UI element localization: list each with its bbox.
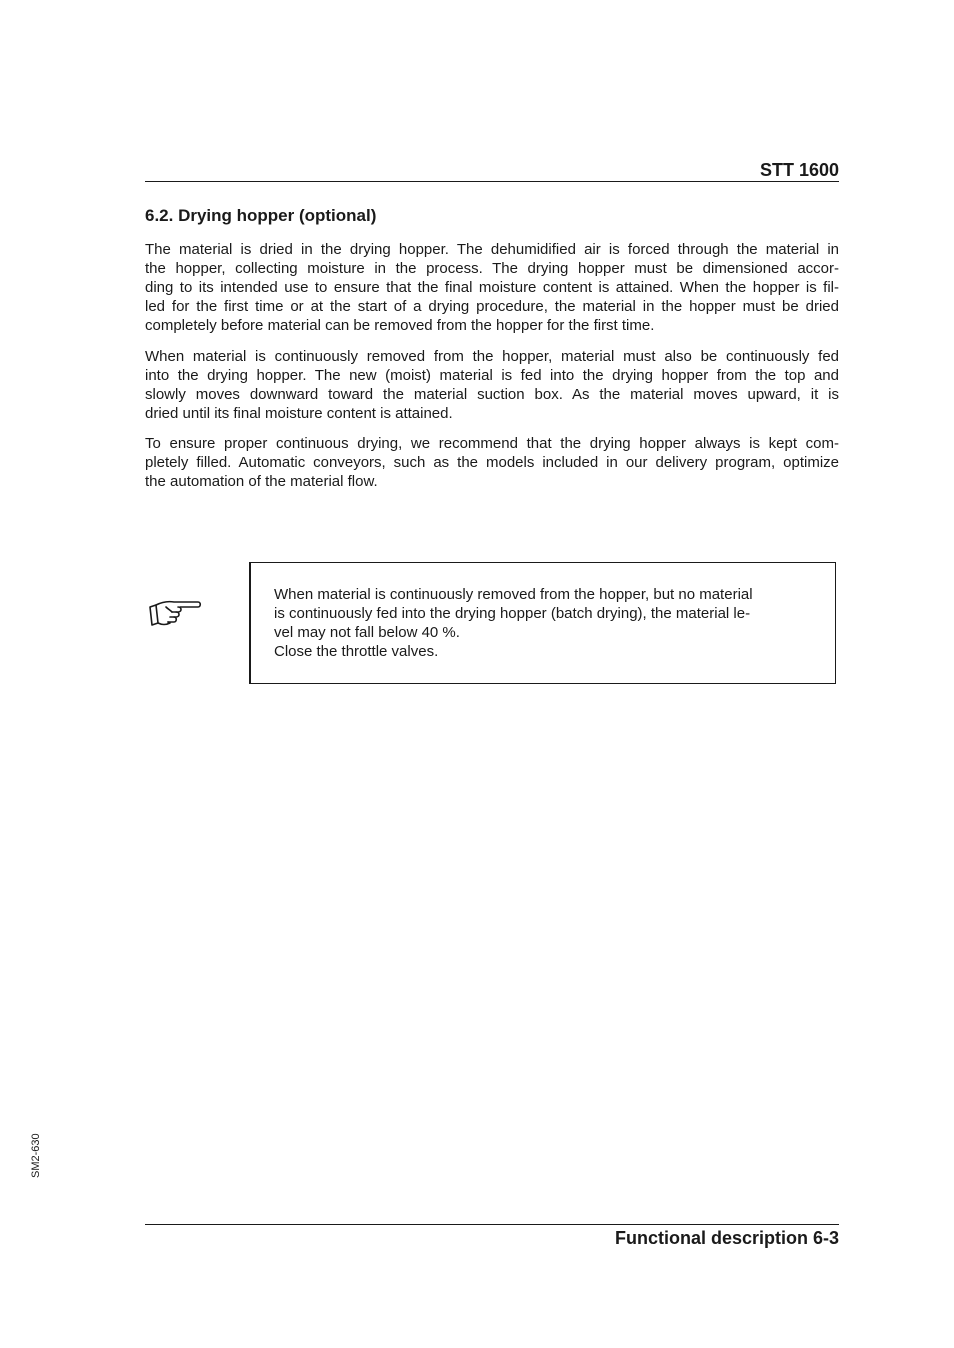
footer-rule xyxy=(145,1224,839,1225)
note-line: When material is continuously removed from the hopper, but no material xyxy=(274,586,753,603)
note-line: Close the throttle valves. xyxy=(274,643,439,660)
paragraph-continuous-feed xyxy=(145,347,839,423)
note-line: is continuously fed into the drying hopper (batch drying), the material le- xyxy=(274,605,751,622)
page-footer: Functional description 6-3 xyxy=(614,1228,839,1248)
paragraph-line: completely before material can be removed from the hopper for the first time. xyxy=(145,317,655,334)
paragraph-line: pletely filled. Automatic conveyors, such as the models included in our delivery program, optimize xyxy=(145,454,839,471)
paragraph-line: the automation of the material flow. xyxy=(145,473,378,490)
paragraph-drying-process xyxy=(145,240,839,335)
paragraph-line: dried until its final moisture content is attained. xyxy=(145,405,453,422)
note-box xyxy=(249,562,836,684)
pointing-hand-icon xyxy=(148,595,204,631)
paragraph-line: To ensure proper continuous drying, we recommend that the drying hopper always is kept com- xyxy=(145,435,839,452)
note-text xyxy=(274,585,794,661)
paragraph-line: When material is continuously removed from the hopper, material must also be continuously fed xyxy=(145,348,839,365)
paragraph-recommendation xyxy=(145,434,839,491)
paragraph-line: slowly moves downward toward the material suction box. As the material moves upward, it is xyxy=(145,386,839,403)
document-title: STT 1600 xyxy=(759,160,839,180)
section-heading: 6.2. Drying hopper (optional) xyxy=(145,206,377,225)
paragraph-line: The material is dried in the drying hopper. The dehumidified air is forced through the material in xyxy=(145,241,839,258)
paragraph-line: the hopper, collecting moisture in the process. The drying hopper must be dimensioned accor- xyxy=(145,260,839,277)
paragraph-line: into the drying hopper. The new (moist) material is fed into the drying hopper from the top and xyxy=(145,367,839,384)
document-code: SM2-630 xyxy=(30,1133,42,1178)
header-rule xyxy=(145,181,839,182)
paragraph-line: ding to its intended use to ensure that the final moisture content is attained. When the hopper is fil- xyxy=(145,279,839,296)
paragraph-line: led for the first time or at the start of a drying procedure, the material in the hopper must be dried xyxy=(145,298,839,315)
note-line: vel may not fall below 40 %. xyxy=(274,624,460,641)
